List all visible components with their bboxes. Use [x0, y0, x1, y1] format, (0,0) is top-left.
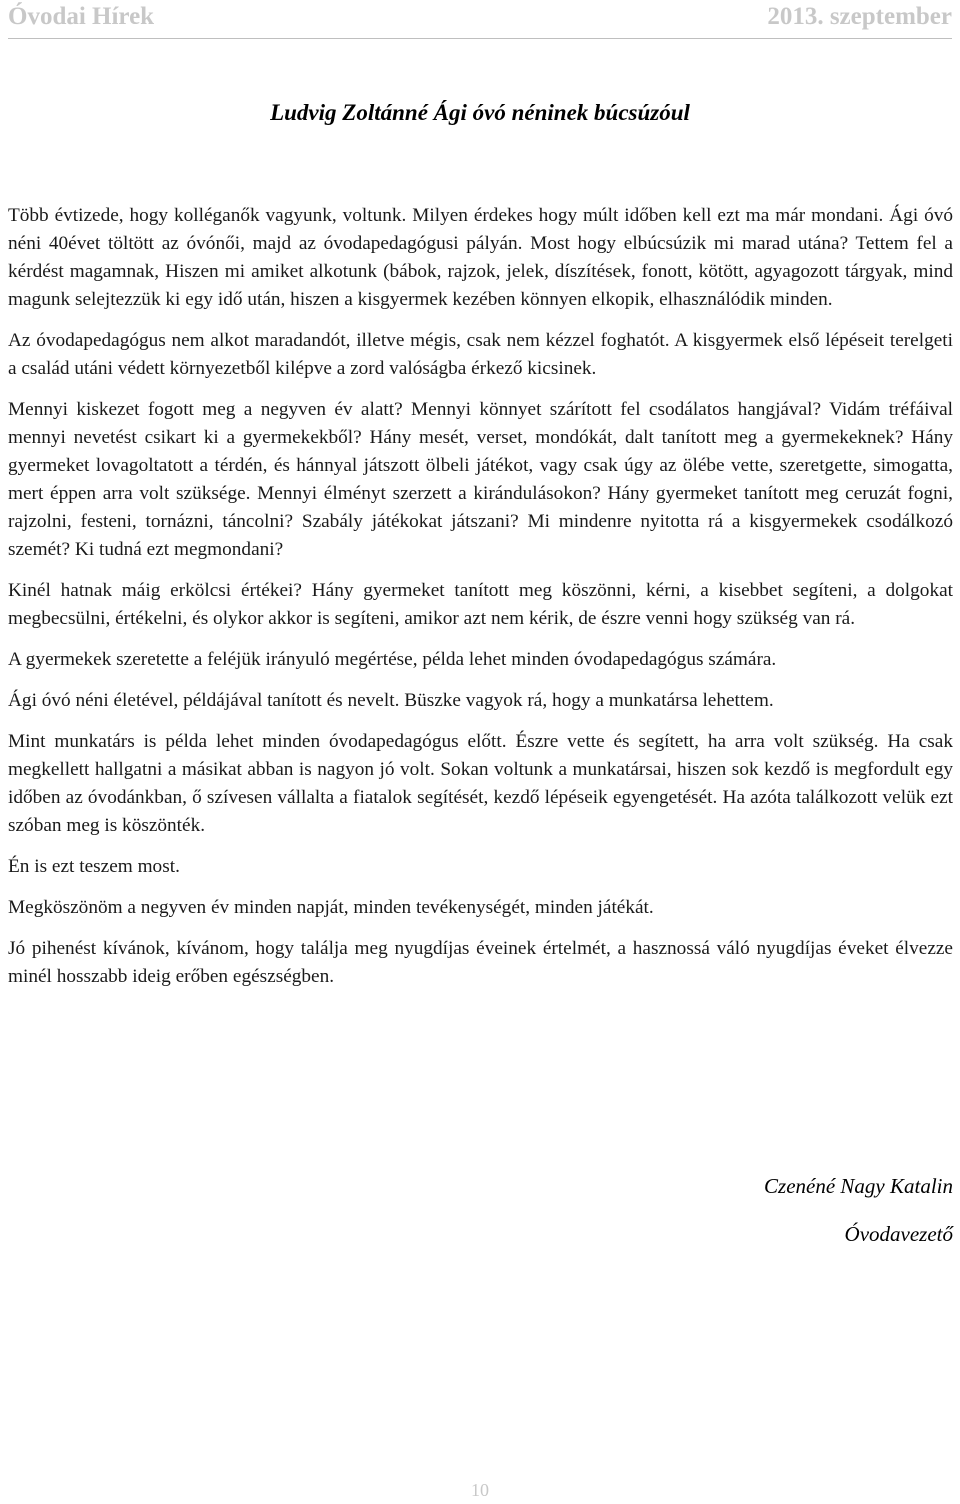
article-body	[8, 202, 953, 991]
paragraph: Jó pihenést kívánok, kívánom, hogy találja meg nyugdíjas éveinek értelmét, a hasznossá váló nyugdíjas éveket élvezze minél hosszabb ideig erőben egészségben.	[8, 938, 953, 987]
article-title: Ludvig Zoltánné Ági óvó néninek búcsúzóul	[270, 100, 690, 125]
newsletter-title: Óvodai Hírek	[8, 3, 155, 30]
paragraph: Több évtizede, hogy kolléganők vagyunk, voltunk. Milyen érdekes hogy múlt időben kell ezt ma már mondani. Ági óvó néni 40évet töltött az óvónői, majd az óvodapedagógusi pályán. Most hogy elbúcsúzik mi marad utána? Tettem fel a kérdést magamnak, Hiszen mi amiket alkotunk (bábok, rajzok, jelek, díszítések, fonott, kötött, agyagozott tárgyak, mind magunk selejtezzük ki egy idő után, hiszen a kisgyermek kezében könnyen elkopik, elhasználódik minden.	[8, 205, 953, 310]
signature-name: Czenéné Nagy Katalin	[764, 1174, 953, 1198]
paragraph: Mennyi kiskezet fogott meg a negyven év alatt? Mennyi könnyet szárított fel csodálatos hangjával? Vidám tréfáival mennyi nevetést csikart ki a gyermekekből? Hány mesét, verset, mondókát, dalt tanított meg a gyermekeknek? Hány gyermeket lovagoltatott a térdén, és hánnyal játszott ölbeli játékot, vagy csak úgy az ölébe vette, szeretgette, simogatta, mert éppen arra volt szüksége. Mennyi élményt szerzett a kirándulásokon? Hány gyermeket tanított meg ceruzát fogni, rajzolni, festeni, tornázni, táncolni? Szabály játékokat játszani? Mi mindenre nyitotta rá a kisgyermekek csodálkozó szemét? Ki tudná ezt megmondani?	[8, 399, 953, 560]
paragraph: Mint munkatárs is példa lehet minden óvodapedagógus előtt. Észre vette és segített, ha arra volt szükség. Ha csak megkellett hallgatni a másikat abban is nagyon jó volt. Sokan voltunk a munkatársai, hiszen sok kezdő is megfordult egy időben az óvodánkban, ő szívesen vállalta a fiatalok segítését, kezdő lépéseik egyengetését. Ha azóta találkozott velük ezt szóban meg is köszönték.	[8, 731, 953, 836]
paragraph: Én is ezt teszem most.	[8, 856, 180, 877]
paragraph: A gyermekek szeretette a feléjük irányuló megértése, példa lehet minden óvodapedagógus számára.	[8, 649, 777, 670]
issue-date: 2013. szeptember	[767, 3, 952, 30]
paragraph: Ági óvó néni életével, példájával tanított és nevelt. Büszke vagyok rá, hogy a munkatársa lehettem.	[8, 690, 774, 711]
paragraph: Az óvodapedagógus nem alkot maradandót, illetve mégis, csak nem kézzel foghatót. A kisgyermek első lépéseit terelgeti a család utáni védett környezetből kilépve a zord valóságba érkező kicsinek.	[8, 330, 953, 379]
paragraph: Kinél hatnak máig erkölcsi értékei? Hány gyermeket tanított meg köszönni, kérni, a kisebbet segíteni, a dolgokat megbecsülni, értékelni, és olykor akkor is segíteni, amikor azt nem kérik, de észre venni hogy szükség van rá.	[8, 580, 953, 629]
paragraph: Megköszönöm a negyven év minden napját, minden tevékenységét, minden játékát.	[8, 897, 654, 918]
page-number: 10	[471, 1480, 489, 1500]
signature-role: Óvodavezető	[844, 1222, 953, 1246]
page-header	[8, 0, 952, 39]
